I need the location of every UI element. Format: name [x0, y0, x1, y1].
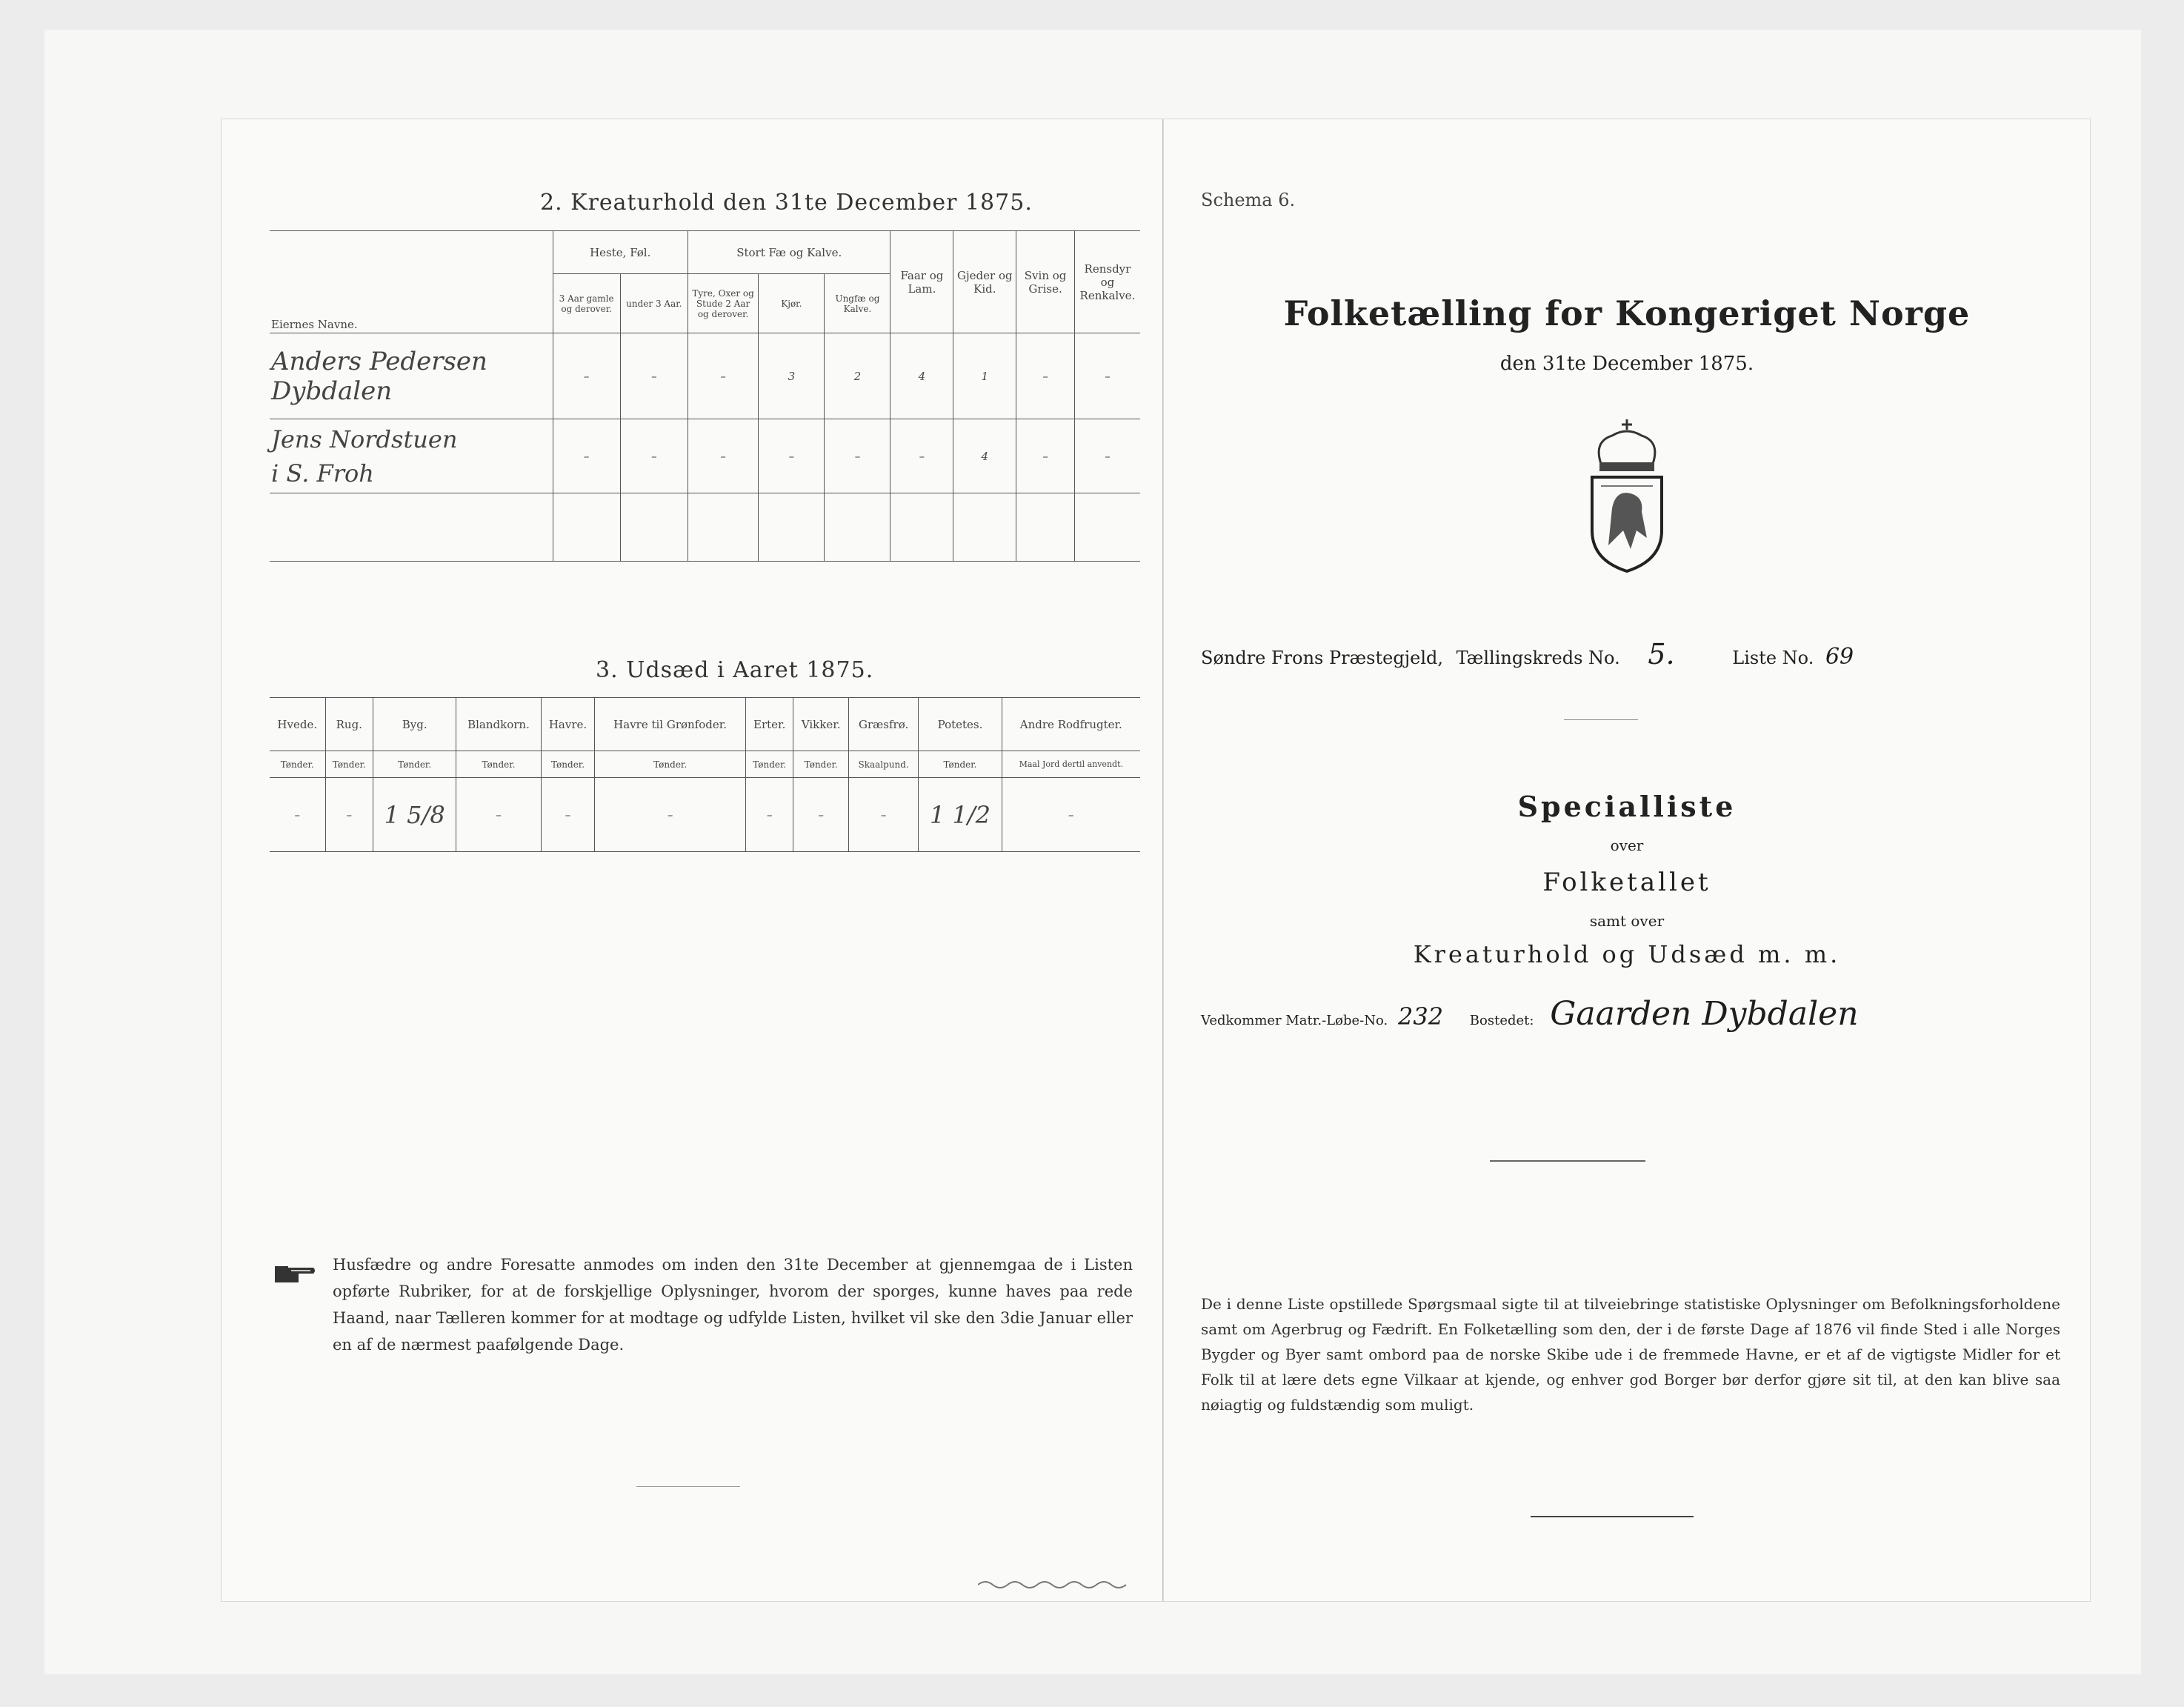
- section2-title: 2. Kreaturhold den 31te December 1875.: [540, 190, 1033, 216]
- subtitle: den 31te December 1875.: [1499, 353, 1754, 375]
- cell: –: [745, 778, 793, 852]
- owner-name: Anders Pedersen Dybdalen: [270, 333, 553, 419]
- schema-label: Schema 6.: [1201, 190, 1296, 210]
- cell: 2: [825, 333, 890, 419]
- header-wheat: Hvede.: [270, 698, 325, 751]
- unit: Tønder.: [793, 751, 848, 778]
- cell: –: [456, 778, 541, 852]
- cell: 1: [953, 333, 1016, 419]
- sowing-table: [270, 697, 1140, 852]
- cell: –: [553, 419, 620, 493]
- table-row: [270, 778, 1140, 852]
- cell: –: [620, 419, 688, 493]
- header-reindeer: Rensdyr og Renkalve.: [1074, 231, 1140, 333]
- cell: –: [553, 333, 620, 419]
- header-potatoes: Potetes.: [919, 698, 1002, 751]
- header-barley: Byg.: [373, 698, 456, 751]
- livestock-table: [270, 230, 1140, 562]
- lobe-number: 232: [1397, 1002, 1444, 1031]
- unit: Tønder.: [325, 751, 373, 778]
- cell: –: [848, 778, 918, 852]
- owner-header: Eiernes Navne.: [270, 231, 553, 333]
- unit: Maal Jord dertil anvendt.: [1002, 751, 1140, 778]
- circuit-no: 5.: [1648, 638, 1675, 671]
- unit: Tønder.: [745, 751, 793, 778]
- scanned-sheet: [44, 30, 2141, 1674]
- cell: –: [1016, 333, 1075, 419]
- header-goats: Gjeder og Kid.: [953, 231, 1016, 333]
- cell: –: [270, 778, 325, 852]
- sub-header-calves: Ungfæ og Kalve.: [825, 274, 890, 333]
- heading-speciallist: Specialliste: [1517, 790, 1737, 823]
- cell: 4: [890, 333, 953, 419]
- owner-name-line1: Jens Nordstuen: [271, 425, 458, 453]
- property-line: [1201, 995, 2075, 1033]
- unit: Tønder.: [373, 751, 456, 778]
- header-pigs: Svin og Grise.: [1016, 231, 1075, 333]
- cell: –: [1074, 419, 1140, 493]
- sub-header-bulls: Tyre, Oxer og Stude 2 Aar og derover.: [688, 274, 758, 333]
- residence-label: Bostedet:: [1469, 1013, 1534, 1028]
- coat-of-arms-icon: [1579, 419, 1675, 575]
- header-sheep: Faar og Lam.: [890, 231, 953, 333]
- header-vetch: Vikker.: [793, 698, 848, 751]
- unit: Tønder.: [456, 751, 541, 778]
- divider: [636, 1486, 740, 1487]
- right-page: [1163, 119, 2091, 1602]
- unit: Tønder.: [595, 751, 746, 778]
- district-line: [1201, 638, 2075, 671]
- sub-header-horses-old: 3 Aar gamle og derover.: [553, 274, 620, 333]
- header-mixed-grain: Blandkorn.: [456, 698, 541, 751]
- cell: –: [620, 333, 688, 419]
- unit: Skaalpund.: [848, 751, 918, 778]
- unit: Tønder.: [919, 751, 1002, 778]
- footnote: Husfædre og andre Foresatte anmodes om inden den 31te December at gjennemgaa de i Listen opførte Rubriker, for at de forskjellige Oplysninger, hvorom der sporges, kunne haves paa rede Haand, naar Tælleren kommer for at modtage og udfylde Listen, hvilket vil ske den 3die Januar eller en af de nærmest paafølgende Dage.: [333, 1256, 1133, 1354]
- sub-header-cows: Kjør.: [759, 274, 825, 333]
- heading-population: Folketallet: [1542, 868, 1711, 897]
- cell: –: [890, 419, 953, 493]
- list-no: 69: [1825, 644, 1854, 670]
- header-root-crops: Andre Rodfrugter.: [1002, 698, 1140, 751]
- cell: 4: [953, 419, 1016, 493]
- unit: Tønder.: [270, 751, 325, 778]
- header-oats: Havre.: [541, 698, 595, 751]
- cell: –: [688, 333, 758, 419]
- owner-name-line2: i S. Froh: [271, 459, 374, 488]
- cell: –: [825, 419, 890, 493]
- parish: Søndre Frons Præstegjeld,: [1201, 648, 1444, 668]
- owner-name: [270, 419, 553, 493]
- explanation-text: De i denne Liste opstillede Spørgsmaal sigte til at tilveiebringe statistiske Oplysninger om Befolkningsforholdene samt om Agerbrug og Fædrift. En Folketælling som den, der i de første Dage af 1876 vil finde Sted i alle Norges Bygder og Byer samt ombord paa de norske Skibe ude i de fremmede Havne, er et af de vigtigste Midler for et Folk til at lære dets egne Vilkaar at kjende, og enhver god Borger bør derfor gjøre sit til, at den kan blive saa nøiagtig og fuldstændig som muligt.: [1201, 1295, 2060, 1414]
- header-horses: Heste, Føl.: [553, 231, 688, 274]
- header-peas: Erter.: [745, 698, 793, 751]
- section3-title: 3. Udsæd i Aaret 1875.: [596, 657, 874, 683]
- circuit-label: Tællingskreds No.: [1456, 648, 1620, 668]
- heading-livestock-sowing: Kreaturhold og Udsæd m. m.: [1413, 940, 1841, 968]
- header-cattle: Stort Fæ og Kalve.: [688, 231, 890, 274]
- cell: –: [759, 419, 825, 493]
- pointing-hand-icon: [273, 1260, 318, 1287]
- residence-name: Gaarden Dybdalen: [1550, 995, 1859, 1033]
- cell: –: [595, 778, 746, 852]
- cell: –: [325, 778, 373, 852]
- cell: –: [688, 419, 758, 493]
- table-row: [270, 333, 1140, 419]
- cell: –: [1016, 419, 1075, 493]
- divider: [1531, 1516, 1694, 1517]
- cell: –: [1002, 778, 1140, 852]
- cell: 3: [759, 333, 825, 419]
- page-edge-mark: [978, 1578, 1200, 1588]
- cell: 1 5/8: [373, 778, 456, 852]
- table-row: [270, 419, 1140, 493]
- header-oats-fodder: Havre til Grønfoder.: [595, 698, 746, 751]
- cell: –: [1074, 333, 1140, 419]
- over-label: over: [1610, 836, 1644, 854]
- cell: –: [793, 778, 848, 852]
- table-row-empty: [270, 493, 1140, 562]
- unit: Tønder.: [541, 751, 595, 778]
- divider: [1564, 719, 1638, 720]
- header-grass-seed: Græsfrø.: [848, 698, 918, 751]
- cell: 1 1/2: [919, 778, 1002, 852]
- sub-header-horses-young: under 3 Aar.: [620, 274, 688, 333]
- header-rye: Rug.: [325, 698, 373, 751]
- left-page: [221, 119, 1164, 1602]
- over-label-2: samt over: [1589, 912, 1665, 930]
- main-title: Folketælling for Kongeriget Norge: [1283, 293, 1971, 333]
- cell: –: [541, 778, 595, 852]
- property-label: Vedkommer Matr.-Løbe-No.: [1201, 1013, 1388, 1028]
- divider: [1490, 1160, 1645, 1162]
- list-label: Liste No.: [1732, 648, 1814, 668]
